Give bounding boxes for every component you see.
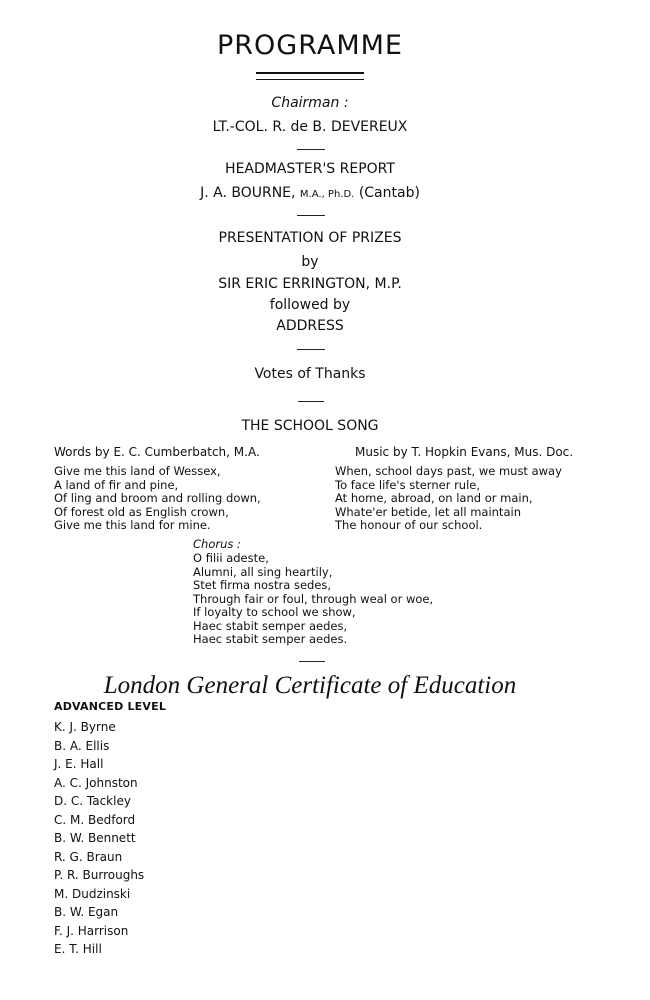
chairman-label: Chairman : (271, 95, 349, 111)
list-item: M. Dudzinski (54, 886, 131, 901)
list-item: F. J. Harrison (54, 923, 129, 938)
verse-line: The honour of our school. (335, 518, 483, 532)
chorus-line: Haec stabit semper aedes. (193, 632, 348, 646)
verse-line: At home, abroad, on land or main, (335, 491, 533, 505)
chorus-line: Alumni, all sing heartily, (193, 564, 333, 579)
divider (297, 215, 325, 216)
chorus (193, 552, 433, 647)
address-text: ADDRESS (276, 318, 344, 334)
by-text: by (301, 254, 319, 270)
advanced-level-list (54, 718, 144, 959)
verse-line: When, school days past, we must away (335, 464, 562, 478)
list-item: C. M. Bedford (54, 812, 136, 827)
list-item: B. W. Bennett (54, 831, 136, 845)
chorus-label: Chorus : (193, 537, 241, 551)
school-song-heading: THE SCHOOL SONG (241, 418, 379, 434)
presentation-heading: PRESENTATION OF PRIZES (218, 230, 402, 246)
title-double-rule (256, 72, 364, 80)
list-item: K. J. Byrne (54, 720, 116, 734)
list-item: B. W. Egan (54, 905, 119, 919)
verse-1 (54, 465, 261, 533)
headmaster-cantab: (Cantab) (358, 185, 420, 201)
divider (297, 149, 325, 150)
list-item: E. T. Hill (54, 942, 102, 956)
followed-by-text: followed by (269, 297, 351, 313)
headmaster-name-text: J. A. BOURNE, (200, 185, 296, 201)
page-title: PROGRAMME (216, 30, 403, 61)
list-item: B. A. Ellis (54, 738, 110, 753)
music-by-credit: Music by T. Hopkin Evans, Mus. Doc. (355, 445, 574, 459)
list-item: P. R. Burroughs (54, 868, 145, 882)
list-item: D. C. Tackley (54, 794, 131, 808)
chorus-line: O filii adeste, (193, 551, 269, 565)
verse-line: Of ling and broom and rolling down, (54, 491, 261, 505)
speaker-name: SIR ERIC ERRINGTON, M.P. (218, 276, 402, 292)
verse-line: Give me this land for mine. (54, 518, 211, 532)
verse-line: A land of fir and pine, (54, 477, 179, 492)
words-by-credit: Words by E. C. Cumberbatch, M.A. (54, 445, 260, 459)
verse-line: Give me this land of Wessex, (54, 464, 221, 478)
certificate-heading: London General Certificate of Education (103, 672, 517, 699)
headmaster-report-heading: HEADMASTER'S REPORT (225, 161, 395, 177)
advanced-level-heading: ADVANCED LEVEL (54, 700, 167, 713)
list-item: J. E. Hall (54, 757, 104, 771)
verse-line: To face life's sterner rule, (335, 477, 481, 492)
chorus-line: If loyalty to school we show, (193, 605, 356, 619)
votes-of-thanks: Votes of Thanks (254, 366, 366, 382)
verse-line: Of forest old as English crown, (54, 504, 229, 519)
list-item: A. C. Johnston (54, 775, 138, 790)
chorus-line: Stet firma nostra sedes, (193, 578, 332, 592)
headmaster-degrees: M.A., Ph.D. (299, 189, 355, 200)
headmaster-name (0, 184, 620, 204)
chorus-line: Haec stabit semper aedes, (193, 618, 348, 633)
list-item: R. G. Braun (54, 849, 123, 864)
divider (298, 401, 324, 402)
verse-line: Whate'er betide, let all maintain (335, 504, 521, 519)
verse-2 (335, 465, 562, 533)
chorus-line: Through fair or foul, through weal or woe, (193, 591, 434, 606)
chairman-name: LT.-COL. R. de B. DEVEREUX (212, 119, 408, 135)
divider (299, 661, 325, 662)
divider (297, 349, 325, 350)
